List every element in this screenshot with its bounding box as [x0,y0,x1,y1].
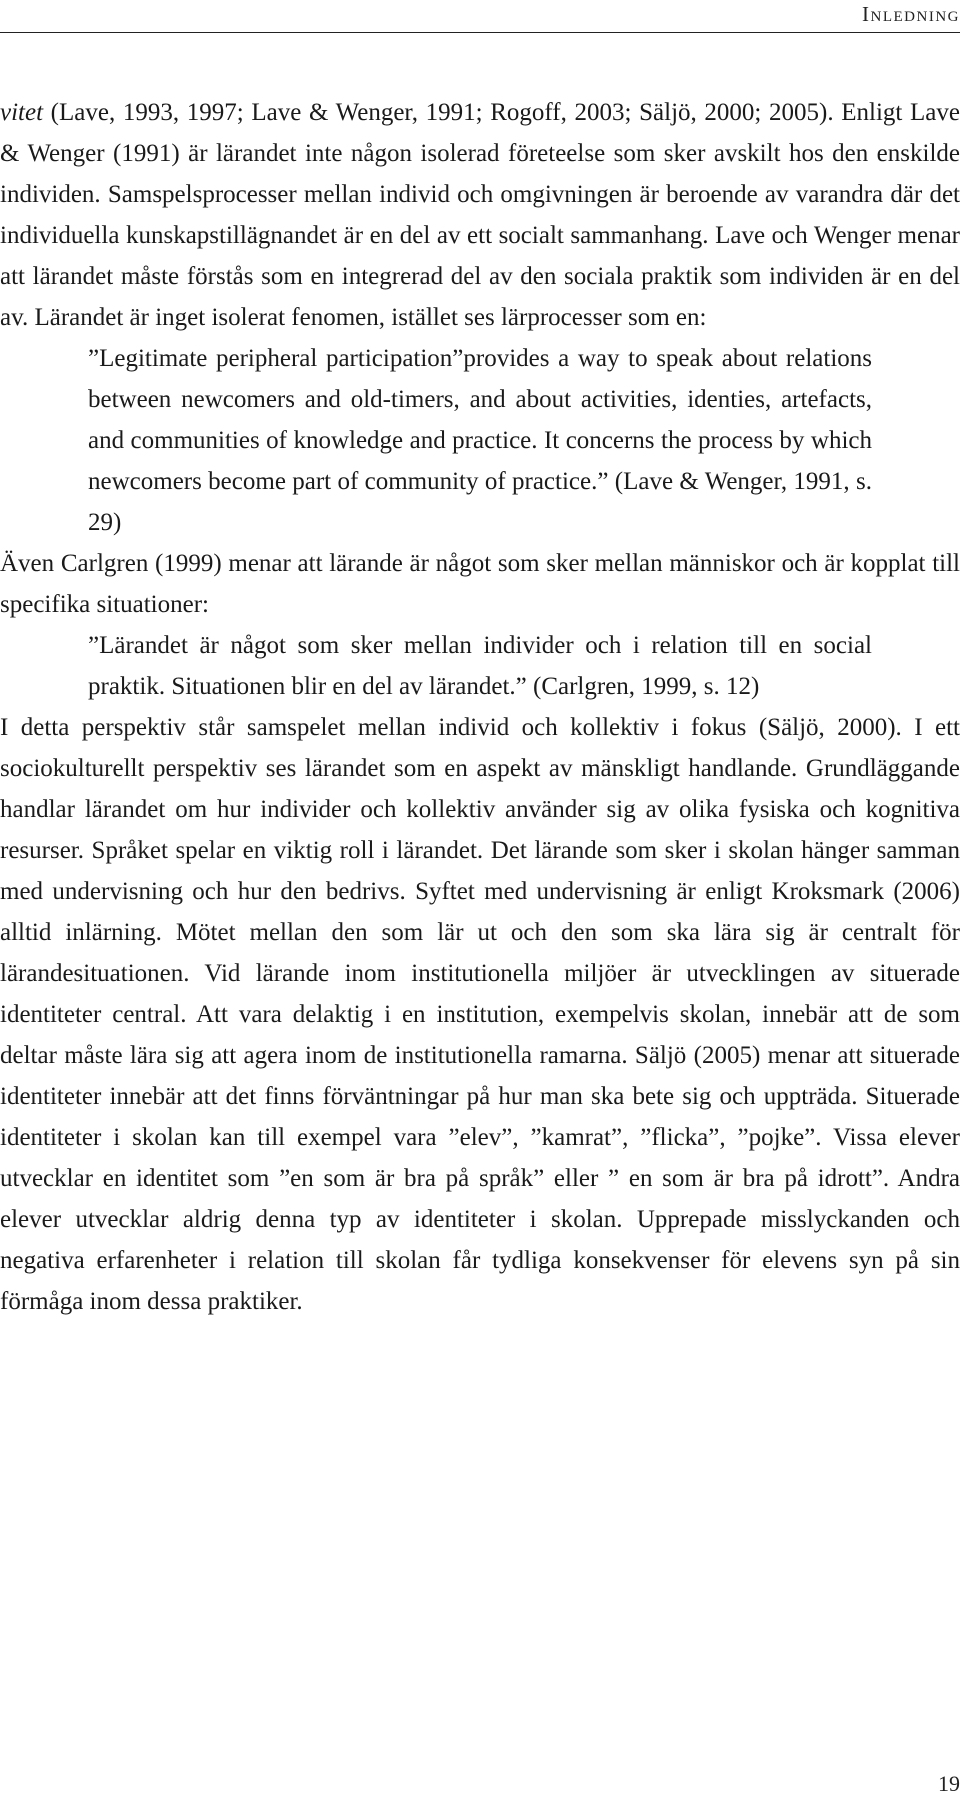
page-body [0,92,960,1322]
paragraph-lead-word: vitet [0,99,44,126]
running-title: Inledning [862,2,960,26]
block-quote-lave-wenger: ”Legitimate peripheral participation”provides a way to speak about relations between newcomers and old-timers, and about activities, identies, artefacts, and communities of knowledge and practice. It concerns the process by which newcomers become part of community of practice.” (Lave & Wenger, 1991, s. 29) [88,345,872,536]
body-paragraph-3: I detta perspektiv står samspelet mellan individ och kollektiv i fokus (Säljö, 2000). I ett sociokulturellt perspektiv ses lärandet som en aspekt av mänskligt handlande. Grundläggande handlar lärandet om hur individer och kollektiv använder sig av olika fysiska och kognitiva resurser. Språket spelar en viktig roll i lärandet. Det lärande som sker i skolan hänger samman med undervisning och hur den bedrivs. Syftet med undervisning är enligt Kroksmark (2006) alltid inlärning. Mötet mellan den som lär ut och den som ska lära sig är centralt för lärandesituationen. Vid lärande inom institutionella miljöer är utvecklingen av situerade identiteter central. Att vara delaktig i en institution, exempelvis skolan, innebär att de som deltar måste lära sig att agera inom de institutionella ramarna. Säljö (2005) menar att situerade identiteter innebär att det finns förväntningar på hur man ska bete sig och uppträda. Situerade identiteter i skolan kan till exempel vara ”elev”, ”kamrat”, ”flicka”, ”pojke”. Vissa elever utvecklar en identitet som ”en som är bra på språk” eller ” en som är bra på idrott”. Andra elever utvecklar aldrig denna typ av identiteter i skolan. Upprepade misslyckanden och negativa erfarenheter i relation till skolan får tydliga konsekvenser för elevens syn på sin förmåga inom dessa praktiker. [0,714,960,1315]
running-header [0,0,960,33]
body-paragraph-2: Även Carlgren (1999) menar att lärande är något som sker mellan människor och är kopplat till specifika situationer: [0,550,960,618]
page-number: 19 [938,1771,960,1796]
block-quote-carlgren: ”Lärandet är något som sker mellan individer och i relation till en social praktik. Situationen blir en del av lärandet.” (Carlgren, 1999, s. 12) [88,632,872,700]
paragraph-text: (Lave, 1993, 1997; Lave & Wenger, 1991; Rogoff, 2003; Säljö, 2000; 2005). Enligt Lave & Wenger (1991) är lärandet inte någon isolerad företeelse som sker avskilt hos den enskilde individen. Samspelsprocesser mellan individ och omgivningen är beroende av varandra där det individuella kunskapstillägnandet är en del av ett socialt sammanhang. Lave och Wenger menar att lärandet måste förstås som en integrerad del av den sociala praktik som individen är en del av. Lärandet är inget isolerat fenomen, istället ses lärprocesser som en: [0,99,960,331]
body-paragraph-1 [0,92,960,338]
